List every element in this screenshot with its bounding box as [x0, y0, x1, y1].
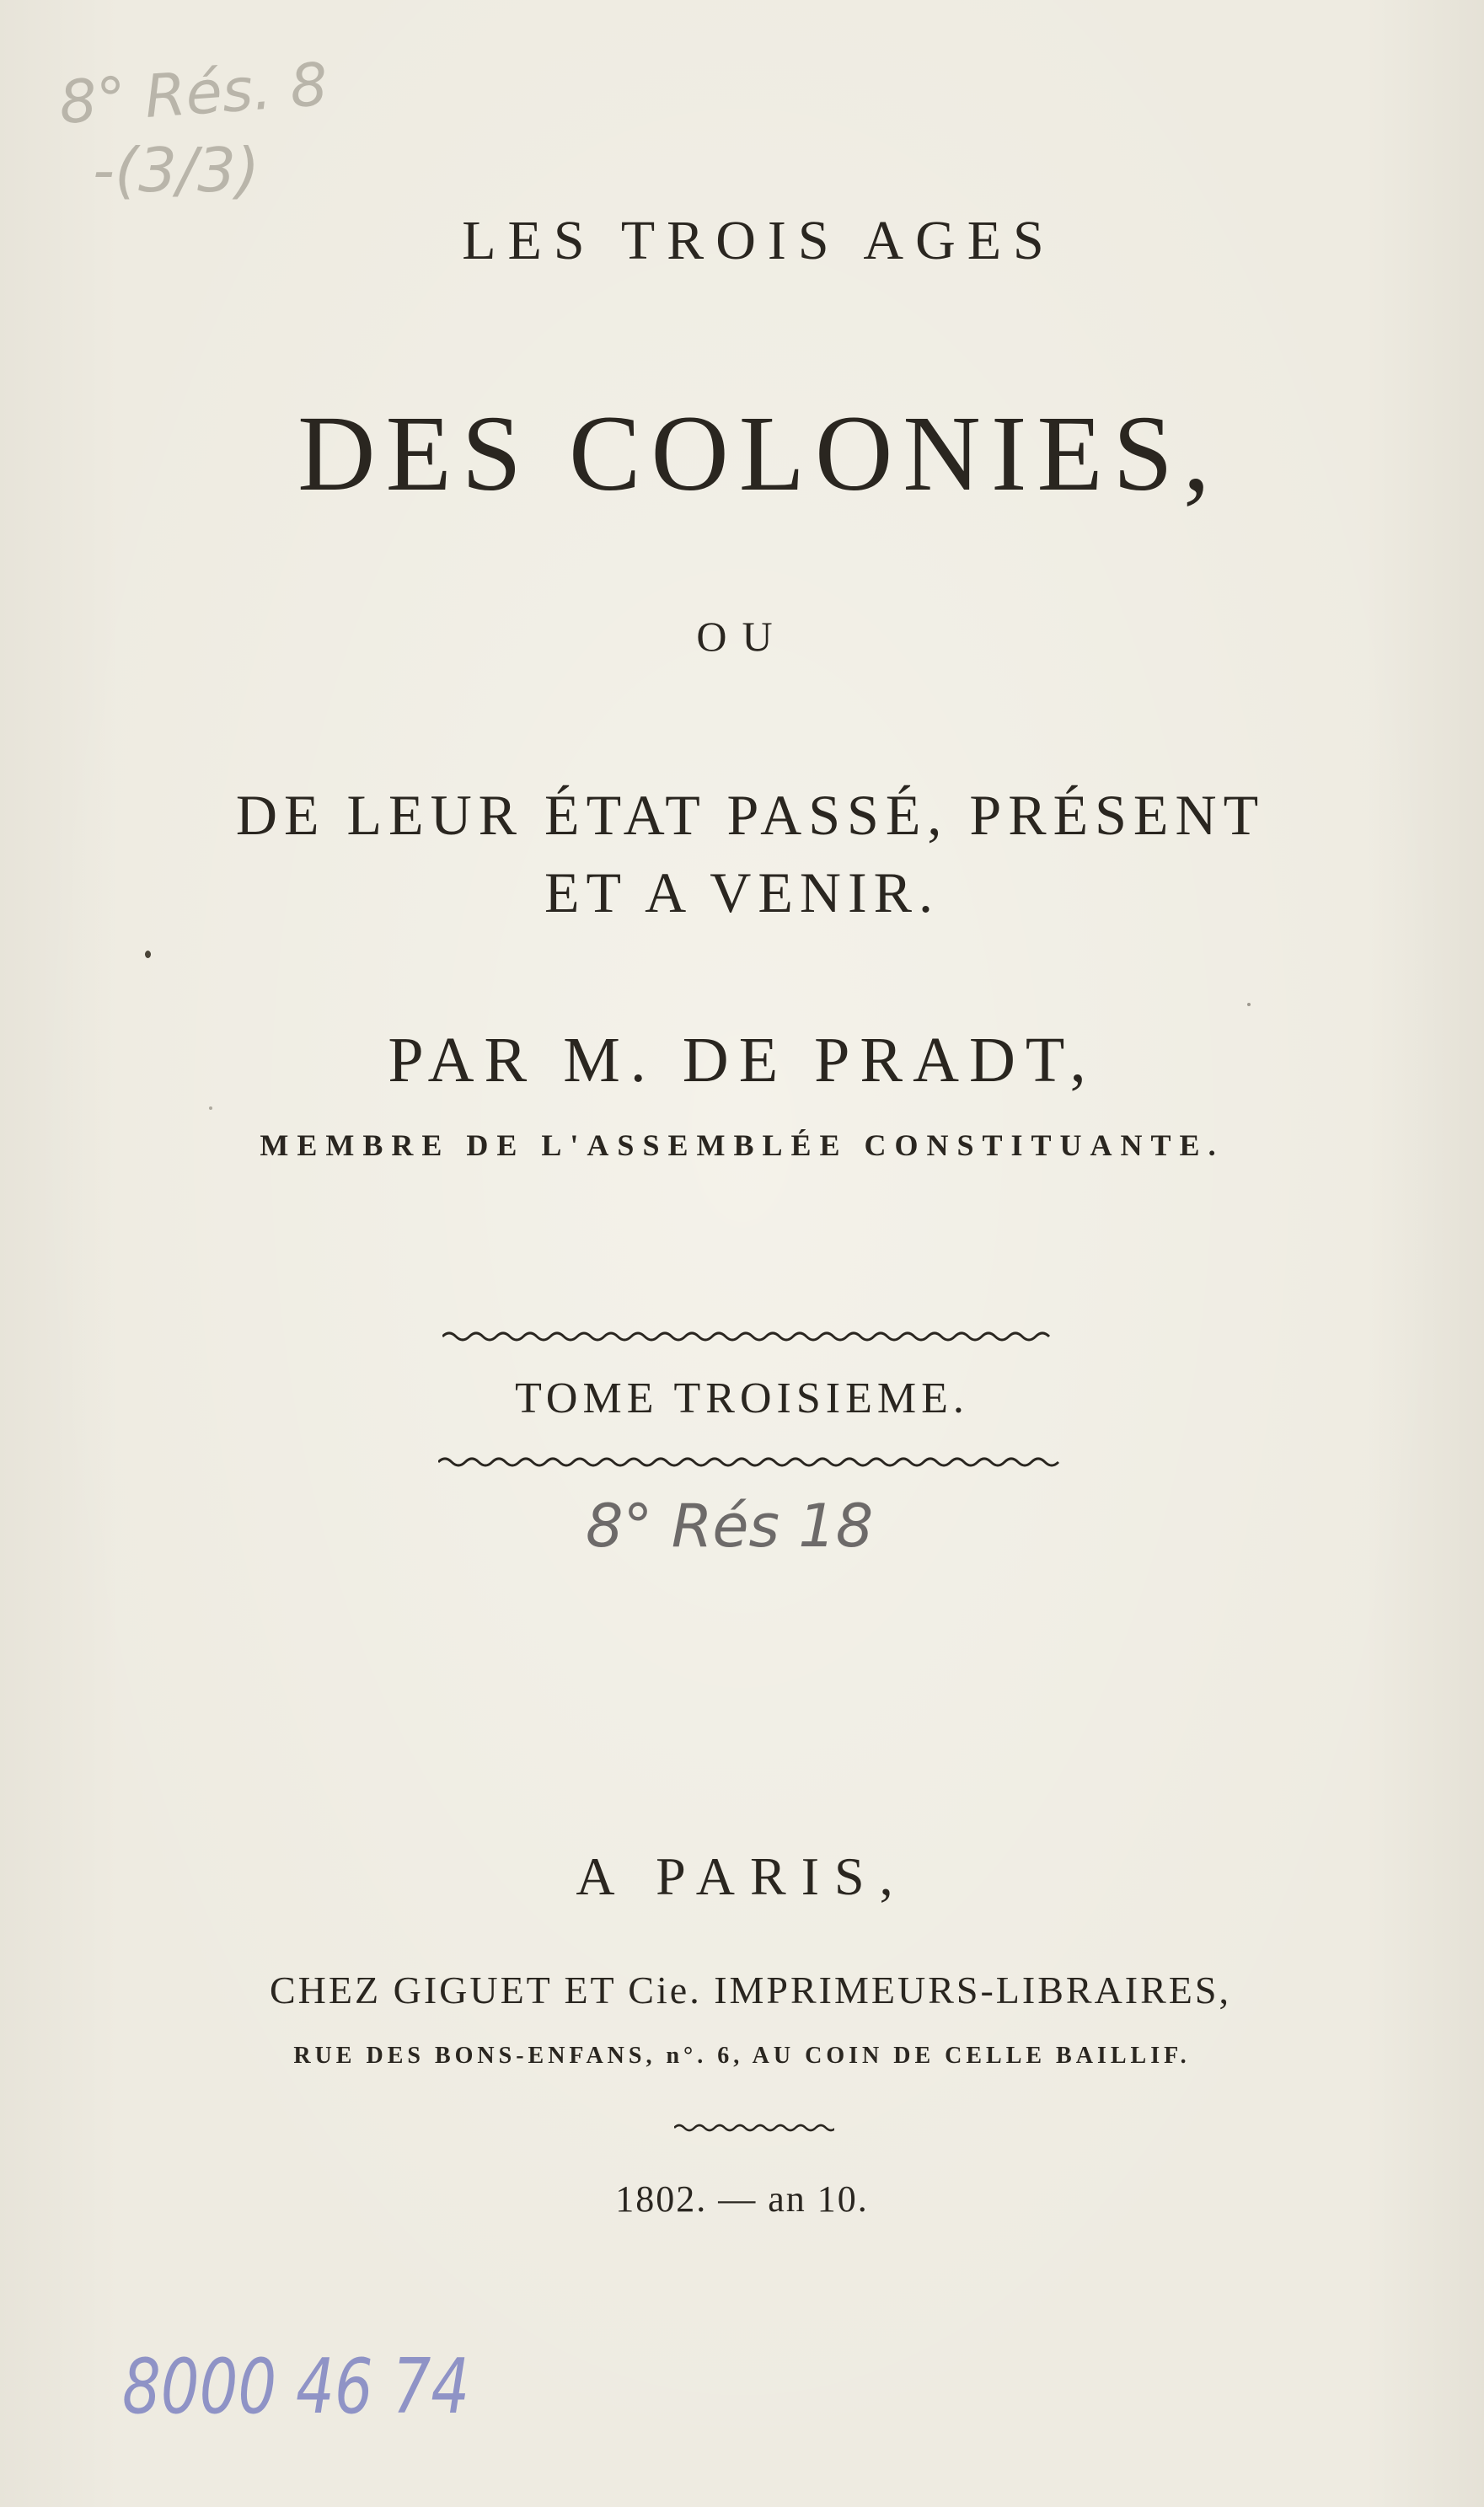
title-conjunction: OU — [696, 613, 788, 660]
author-name: PAR M. DE PRADT, — [388, 1025, 1096, 1095]
paper-speck — [209, 1106, 212, 1110]
handwritten-shelfmark: 8° Rés 18 — [586, 1492, 874, 1561]
subtitle-line-1: DE LEUR ÉTAT PASSÉ, PRÉSENT — [235, 783, 1266, 847]
blue-stamp-number: 8000 46 74 — [122, 2343, 470, 2431]
imprint-place: A PARIS, — [576, 1846, 908, 1906]
title-line-1: LES TROIS AGES — [462, 210, 1056, 271]
ornament-rule-bottom — [438, 1455, 1066, 1469]
imprint-address: RUE DES BONS-ENFANS, n°. 6, AU COIN DE CELLE BAILLIF. — [293, 2043, 1191, 2069]
author-role: MEMBRE DE L'ASSEMBLÉE CONSTITUANTE. — [260, 1128, 1224, 1162]
paper-speck — [145, 951, 151, 958]
ornament-rule-short — [674, 2122, 834, 2134]
volume-label: TOME TROISIEME. — [515, 1374, 969, 1422]
imprint-date: 1802. — an 10. — [615, 2178, 869, 2220]
main-title: DES COLONIES, — [297, 394, 1220, 513]
pencil-shelfmark-line2: -(3/3) — [93, 135, 260, 206]
ornament-rule-top — [442, 1330, 1058, 1343]
pencil-shelfmark-line1: 8° Rés. 8 — [56, 49, 330, 138]
subtitle-line-2: ET A VENIR. — [544, 860, 940, 924]
paper-speck — [1247, 1003, 1251, 1006]
imprint-publisher: CHEZ GIGUET ET Cie. IMPRIMEURS-LIBRAIRES, — [270, 1969, 1231, 2011]
